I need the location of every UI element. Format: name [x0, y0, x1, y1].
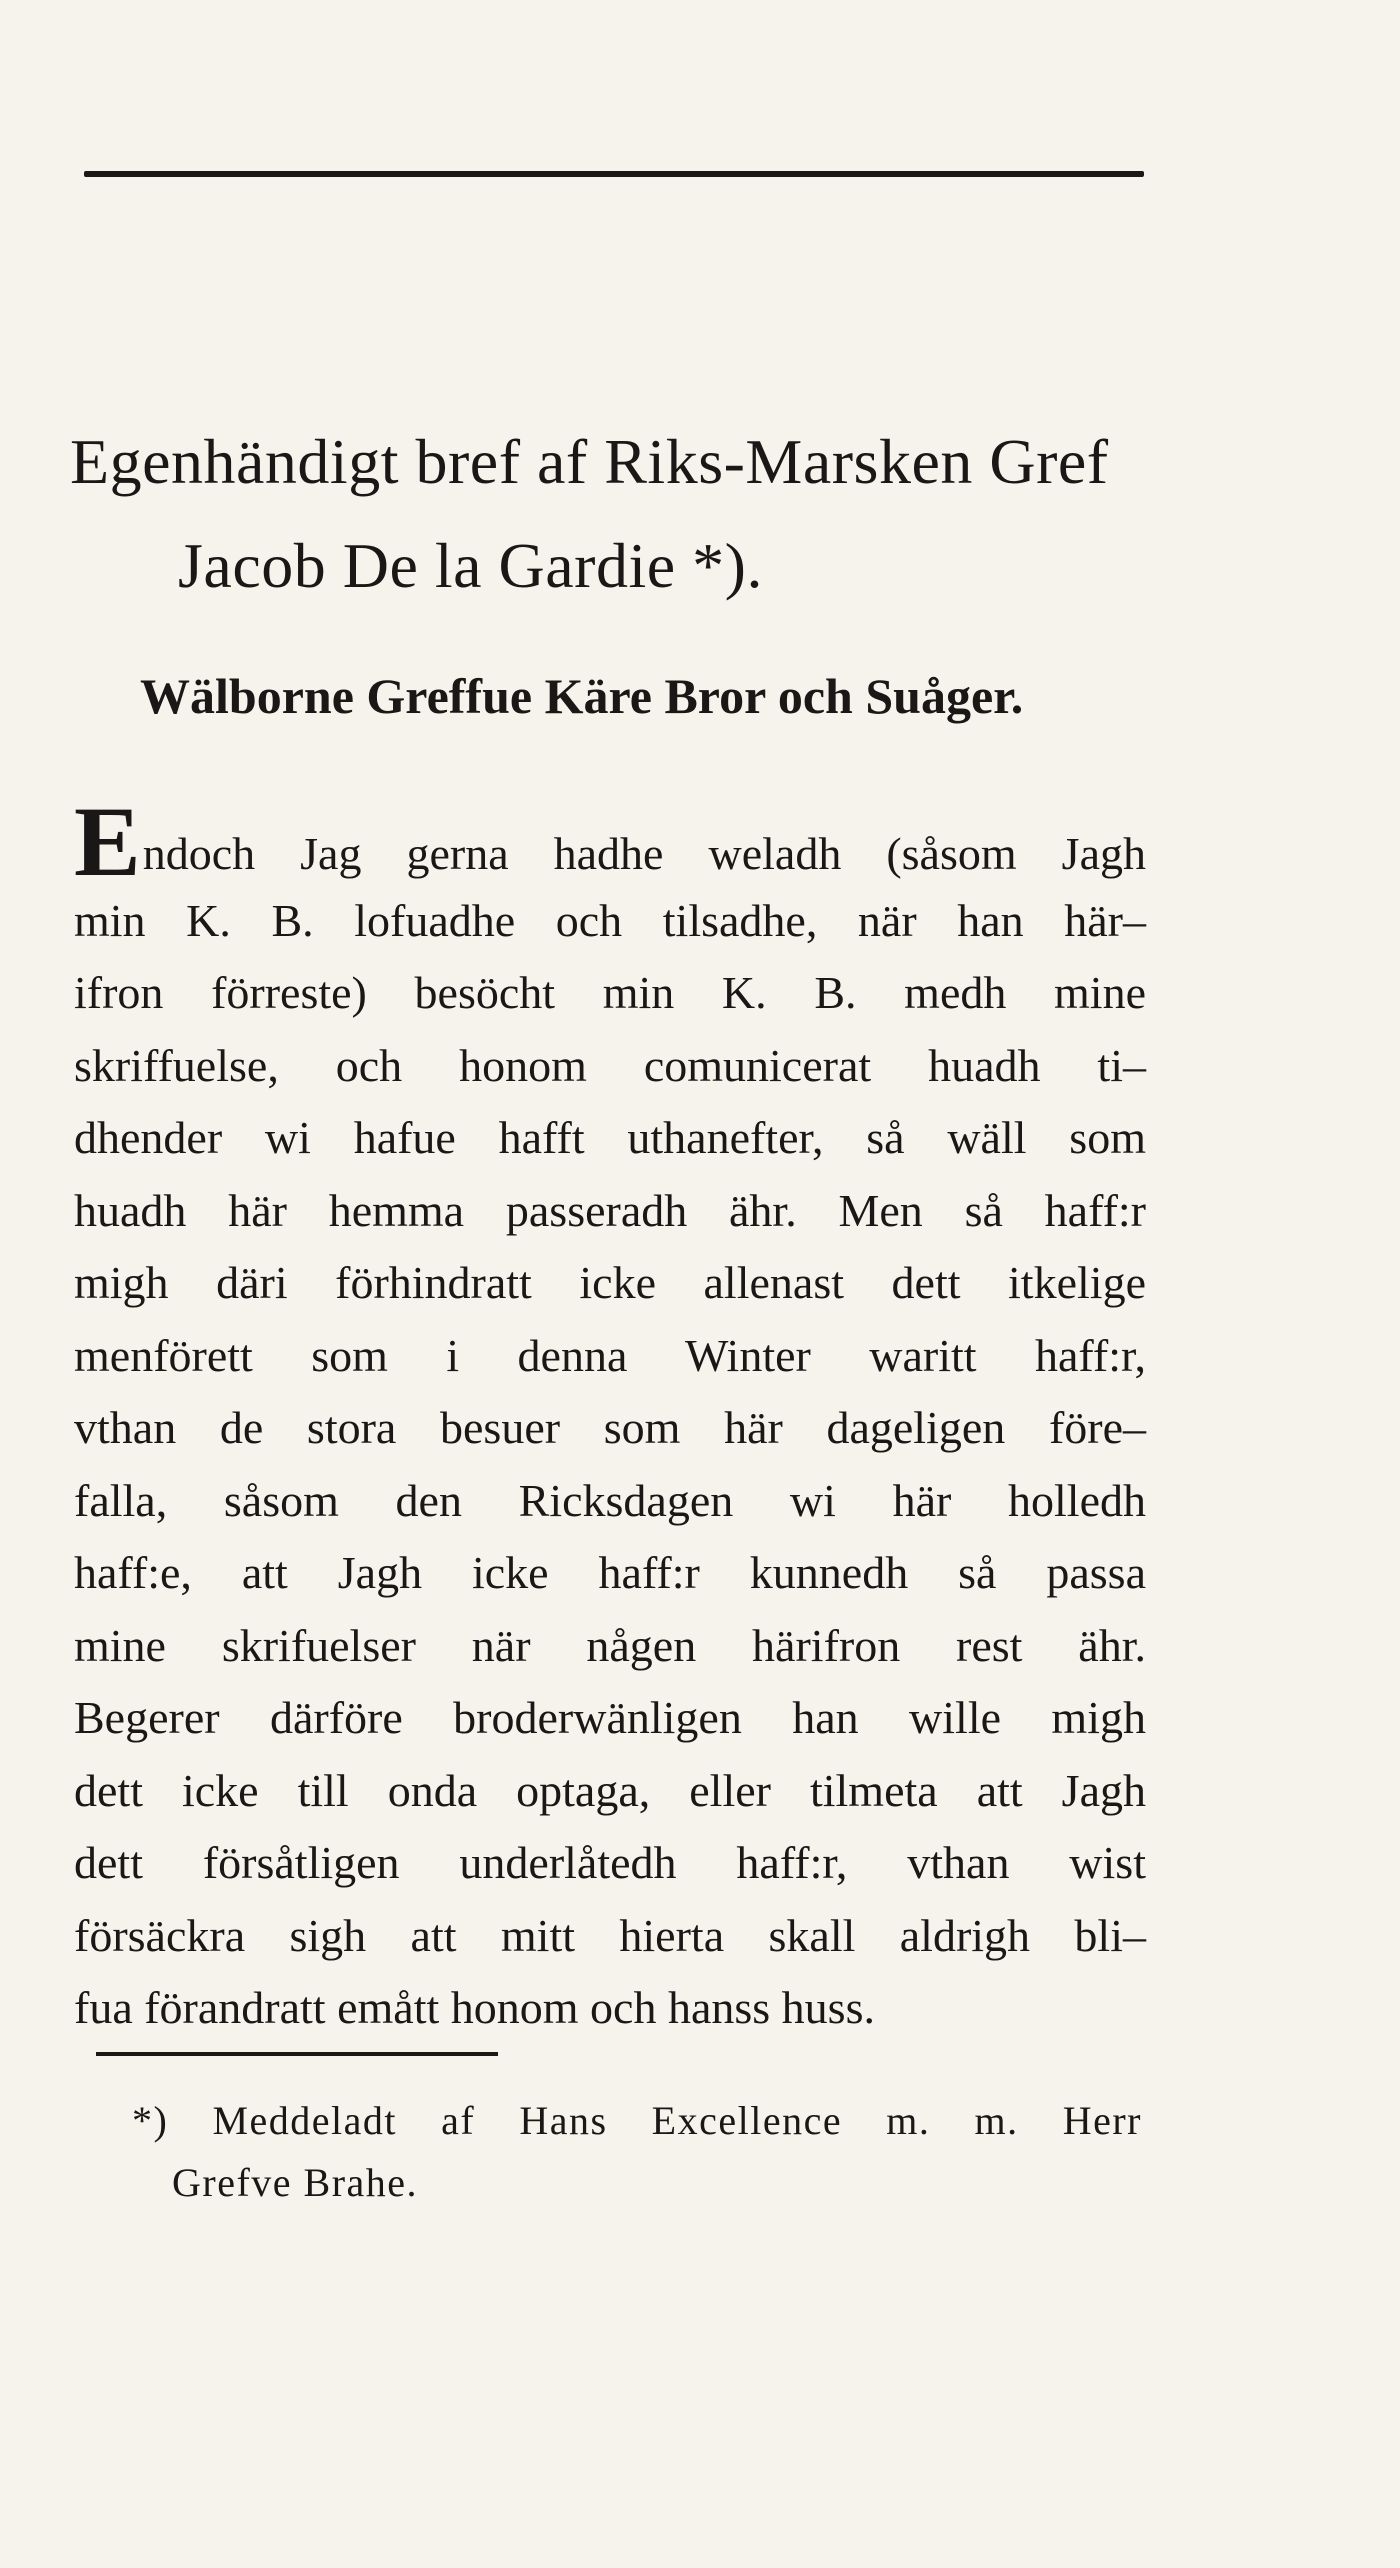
salutation: Wälborne Greffue Käre Bror och Suåger.	[140, 668, 1024, 724]
body-line: dett icke till onda optaga, eller tilmeta att Jagh	[74, 1764, 1146, 1816]
footnote-line-2: Grefve Brahe.	[172, 2160, 419, 2205]
body-line: falla, såsom den Ricksdagen wi här holledh	[74, 1474, 1146, 1526]
body-line: försäckra sigh att mitt hierta skall aldrigh bli–	[74, 1909, 1146, 1961]
body-line-text: ndoch Jag gerna hadhe weladh (såsom Jagh	[142, 828, 1146, 879]
body-line: vthan de stora besuer som här dageligen före–	[74, 1402, 1146, 1453]
footnote	[132, 2090, 1142, 2214]
title-line-1: Egenhändigt bref af Riks-Marsken Gref	[70, 426, 1109, 497]
drop-cap: E	[74, 786, 141, 897]
letter-title	[70, 410, 1160, 618]
body-line: migh däri förhindratt icke allenast dett itkelige	[74, 1257, 1146, 1308]
body-line: mine skrifuelser när någen härifron rest ähr.	[74, 1619, 1146, 1671]
body-line	[74, 786, 1146, 897]
body-line: ifron förreste) besöcht min K. B. medh mine	[74, 967, 1146, 1018]
body-line: menförett som i denna Winter waritt haff:r,	[74, 1329, 1146, 1381]
title-line-2: Jacob De la Gardie *).	[178, 530, 763, 601]
body-line: dett försåtligen underlåtedh haff:r, vthan wist	[74, 1837, 1146, 1888]
body-line: Begerer därföre broderwänligen han wille migh	[74, 1692, 1146, 1743]
body-line: haff:e, att Jagh icke haff:r kunnedh så passa	[74, 1547, 1146, 1598]
body-line: skriffuelse, och honom comunicerat huadh ti–	[74, 1039, 1146, 1091]
body-line: min K. B. lofuadhe och tilsadhe, när han här–	[74, 894, 1146, 946]
footnote-rule	[96, 2052, 498, 2056]
body-line: dhender wi hafue hafft uthanefter, så wäll som	[74, 1112, 1146, 1163]
body-line: huadh här hemma passeradh ähr. Men så haff:r	[74, 1184, 1146, 1236]
letter-body	[74, 786, 1146, 2045]
footnote-line-1: *) Meddeladt af Hans Excellence m. m. Herr	[132, 2098, 1142, 2143]
header-rule	[84, 171, 1144, 177]
body-line: fua förandratt emått honom och hanss huss.	[74, 1982, 875, 2033]
